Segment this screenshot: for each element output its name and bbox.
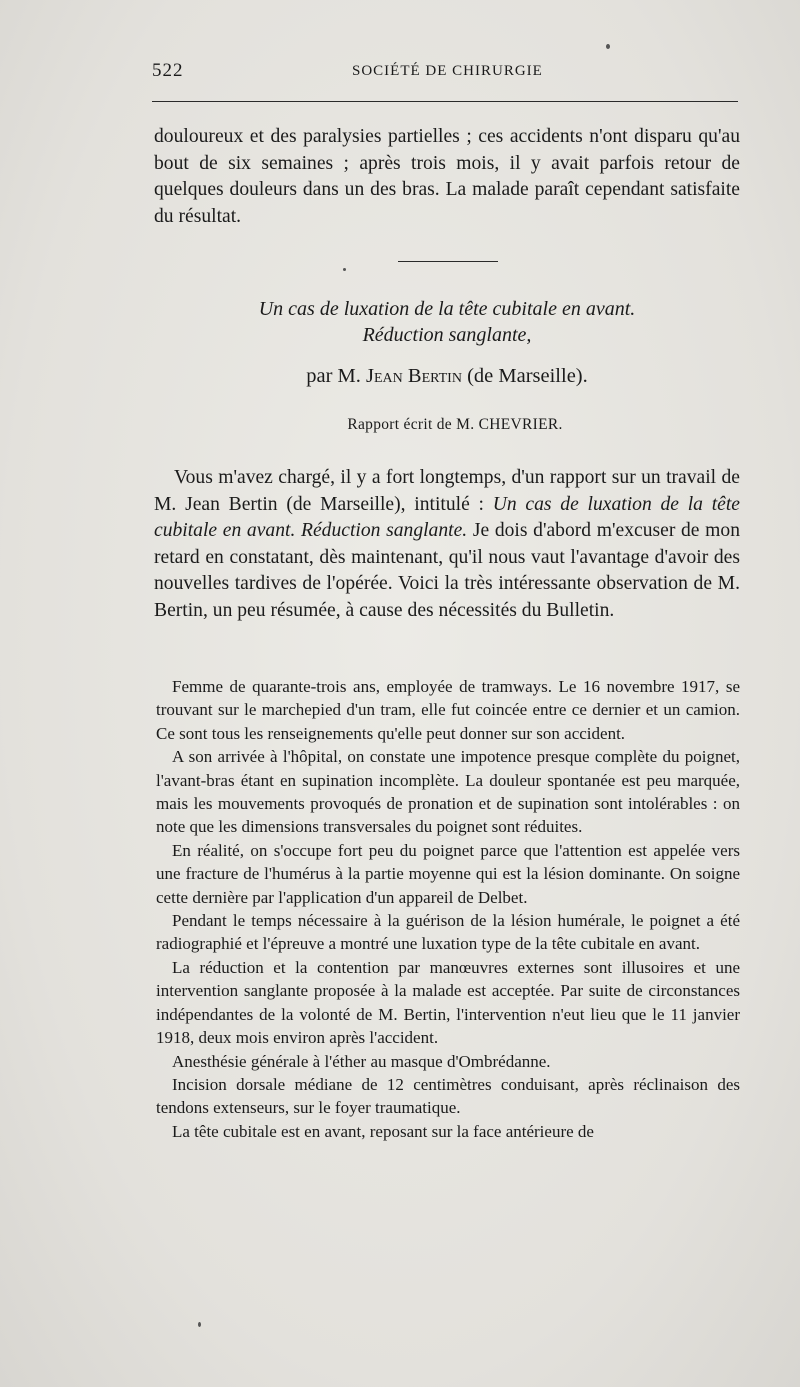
- article-byline: [154, 365, 740, 388]
- observation-paragraph: Pendant le temps nécessaire à la guérison de la lésion humérale, le poignet a été radiographié et l'épreuve a montré une luxation type de la tête cubitale en avant.: [156, 911, 740, 954]
- observation-paragraph: En réalité, on s'occupe fort peu du poignet parce que l'attention est appelée vers une fracture de l'humérus à la partie moyenne qui est la lésion dominante. On soigne cette dernière par l'application d'un appareil de Delbet.: [156, 840, 740, 907]
- ink-speck: [343, 268, 346, 271]
- report-body: [154, 465, 740, 625]
- report-label: Rapport écrit de M. CHEVRIER.: [347, 416, 563, 433]
- author-last-name: Bertin: [407, 365, 462, 387]
- section-divider: [398, 261, 498, 262]
- intro-paragraph: [154, 124, 740, 230]
- observation-paragraph: La réduction et la contention par manœuvres externes sont illusoires et une intervention sanglante proposée à la malade est acceptée. Par suite de circonstances indépendantes de la volonté de M. Bertin, l'intervention n'eut lieu que le 11 janvier 1918, deux mois environ après l'accident.: [156, 957, 740, 1048]
- byline-suffix: (de Marseille).: [467, 365, 588, 387]
- article-title-line2: Réduction sanglante,: [362, 324, 532, 346]
- observation-paragraph: A son arrivée à l'hôpital, on constate une impotence presque complète du poignet, l'avant-bras étant en supination incomplète. La douleur spontanée est peu marquée, mais les mouvements provoqués de pronation et de supination sont intolérables : on note que les dimensions transversales du poignet sont réduites.: [156, 747, 740, 837]
- ink-speck: [198, 1322, 201, 1327]
- observation-section: [156, 675, 740, 1143]
- intro-text: douloureux et des paralysies partielles ; ces accidents n'ont disparu qu'au bout de six semaines ; après trois mois, il y avait parfois retour de quelques douleurs dans un des bras. La malade paraît cependant satisfaite du résultat.: [154, 126, 740, 227]
- ink-speck: [606, 44, 610, 49]
- report-paragraph: [154, 465, 740, 625]
- byline-prefix: par M.: [306, 365, 361, 387]
- report-text-start: Vous m'avez chargé, il y a fort longtemps, d'un rapport sur un travail de M. Jean Bertin (de Marseille), intitulé :: [154, 467, 740, 515]
- report-attribution: [154, 416, 740, 434]
- page-number: 522: [152, 60, 184, 81]
- observation-paragraph: Incision dorsale médiane de 12 centimètres conduisant, après réclinaison des tendons extenseurs, sur le foyer traumatique.: [156, 1074, 740, 1118]
- report-cited-title: Un cas de luxation de la tête cubitale en avant. Réduction sanglante.: [154, 493, 740, 542]
- running-head: SOCIÉTÉ DE CHIRURGIE: [352, 63, 543, 79]
- article-title-line1: Un cas de luxation de la tête cubitale en avant.: [258, 298, 636, 320]
- observation-paragraph: Anesthésie générale à l'éther au masque d'Ombrédanne.: [172, 1051, 551, 1071]
- observation-paragraph: La tête cubitale est en avant, reposant sur la face antérieure de: [172, 1121, 594, 1141]
- report-text-end: Je dois d'abord m'excuser de mon retard en constatant, dès maintenant, qu'il nous vaut l'avantage d'avoir des nouvelles tardives de l'opérée. Voici la très intéressante observation de M. Bertin, un peu résumée, à cause des nécessités du Bulletin.: [154, 520, 740, 621]
- header-rule: [152, 101, 738, 102]
- author-first-name: Jean: [366, 365, 403, 387]
- page-header: [152, 60, 737, 92]
- observation-paragraph: Femme de quarante-trois ans, employée de tramways. Le 16 novembre 1917, se trouvant sur le marchepied d'un tram, elle fut coincée entre ce dernier et un camion. Ce sont tous les renseignements qu'elle peut donner sur son accident.: [156, 677, 740, 743]
